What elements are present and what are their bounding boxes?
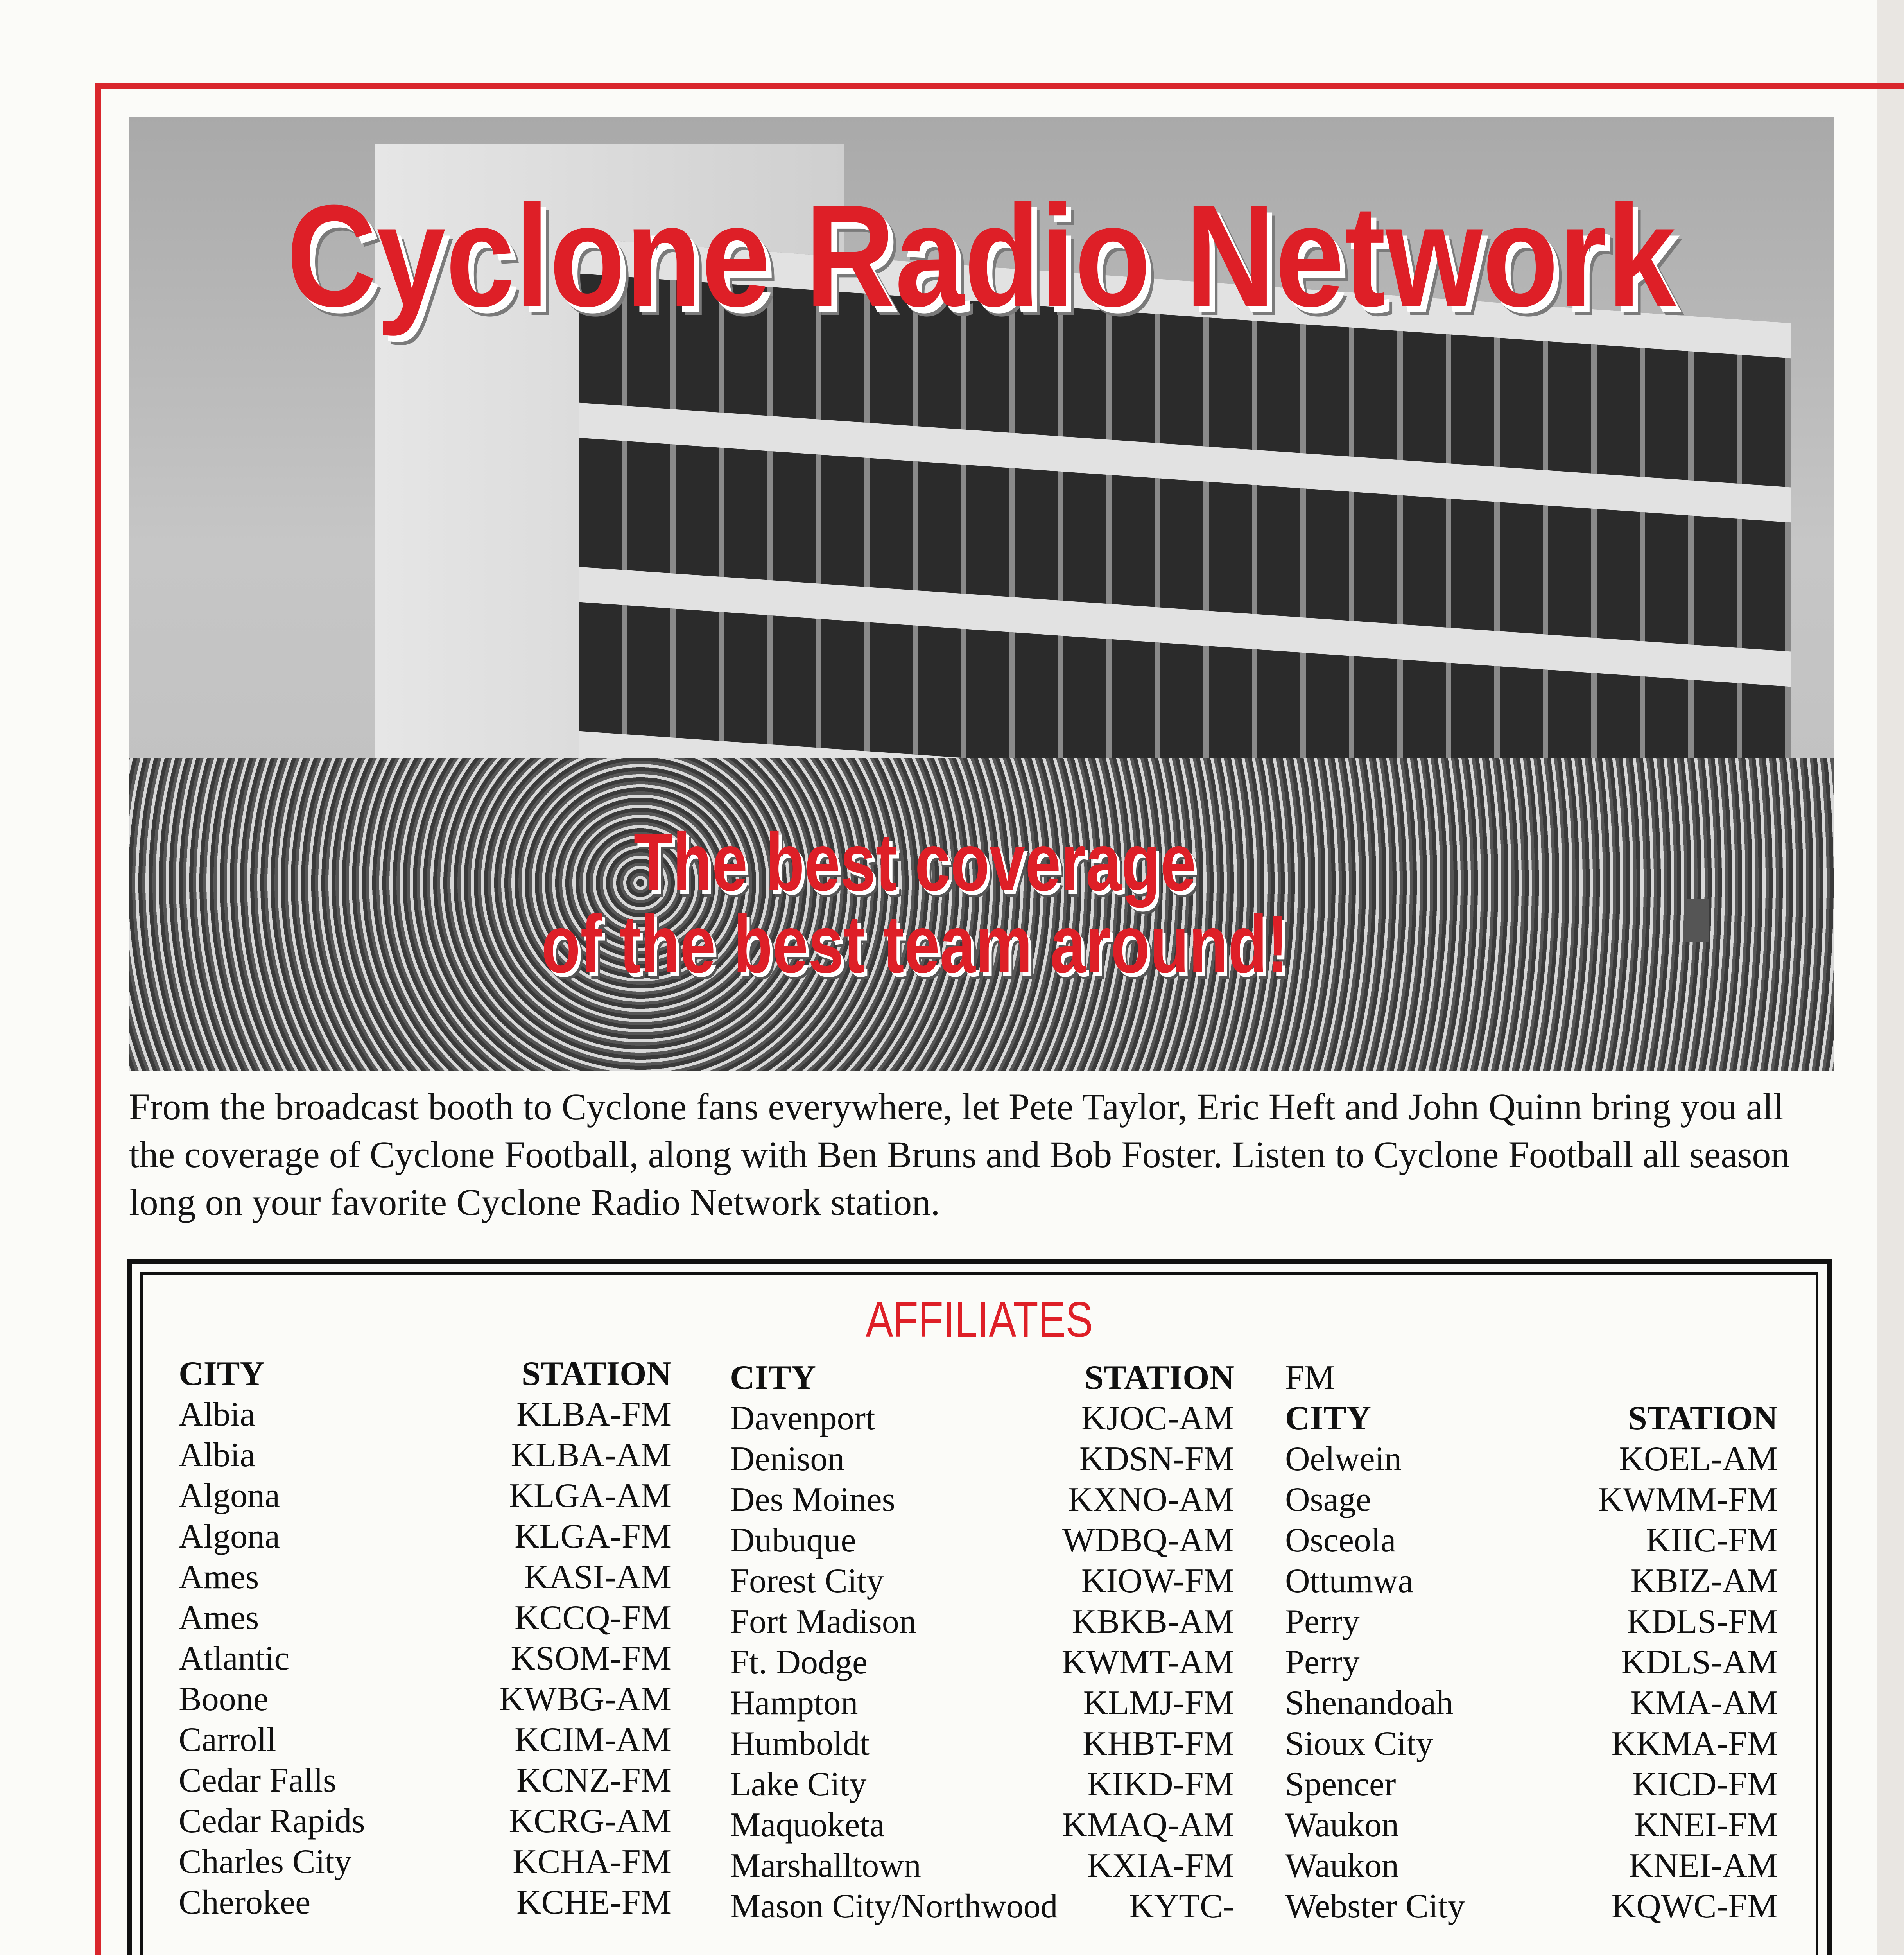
city-header: CITY (179, 1355, 265, 1393)
affiliate-row (730, 1398, 1234, 1439)
affiliate-station: KMAQ-AM (1062, 1806, 1234, 1844)
affiliate-station: KYTC- (1129, 1887, 1234, 1925)
affiliate-station: KDLS-FM (1626, 1603, 1778, 1641)
affiliate-station: KWMT-AM (1061, 1643, 1234, 1681)
affiliates-column-2 (730, 1358, 1234, 1927)
affiliate-row (179, 1801, 671, 1842)
affiliate-row (730, 1520, 1234, 1561)
affiliates-header-row (1285, 1398, 1778, 1439)
affiliate-row (179, 1842, 671, 1882)
page-title: Cyclone Radio Network (287, 175, 1676, 337)
affiliate-row (1285, 1724, 1778, 1764)
affiliate-station: KQWC-FM (1611, 1887, 1778, 1925)
affiliate-station: KLBA-FM (516, 1395, 671, 1433)
affiliates-box (127, 1259, 1832, 1955)
affiliate-city: Charles City (179, 1843, 352, 1881)
affiliate-station: KDSN-FM (1079, 1440, 1234, 1478)
affiliate-station: KCIM-AM (515, 1721, 671, 1759)
affiliate-row (1285, 1561, 1778, 1602)
affiliate-city: Hampton (730, 1684, 858, 1722)
affiliates-carryover (1285, 1358, 1778, 1398)
affiliate-station: KMA-AM (1630, 1684, 1778, 1722)
affiliate-city: Marshalltown (730, 1847, 921, 1885)
affiliate-city: Albia (179, 1395, 255, 1433)
affiliate-city: Boone (179, 1680, 269, 1718)
affiliate-station: KIKD-FM (1087, 1765, 1234, 1803)
affiliates-header-row (730, 1358, 1234, 1398)
affiliate-row (730, 1724, 1234, 1764)
tagline-line-2: of the best team around! (541, 898, 1289, 990)
affiliate-city: Humboldt (730, 1725, 870, 1763)
affiliate-city: Forest City (730, 1562, 884, 1600)
affiliate-row (730, 1846, 1234, 1886)
affiliate-row (730, 1642, 1234, 1683)
affiliate-station: KCCQ-FM (515, 1599, 671, 1637)
affiliate-city: Mason City/Northwood (730, 1887, 1058, 1925)
affiliate-station: KXNO-AM (1068, 1481, 1234, 1519)
affiliate-city: Cherokee (179, 1883, 311, 1921)
affiliate-city: Cedar Rapids (179, 1802, 365, 1840)
affiliate-row (179, 1720, 671, 1760)
affiliate-city: Osage (1285, 1481, 1371, 1519)
affiliate-city: Perry (1285, 1643, 1360, 1681)
affiliate-row (179, 1638, 671, 1679)
intro-paragraph: From the broadcast booth to Cyclone fans everywhere, let Pete Taylor, Eric Heft and John Quinn bring you all the coverage of Cyclone Football, along with Ben Bruns and Bob Foster. Listen to Cyclone Football all season long on your favorite Cyclone Radio Network station. (129, 1086, 1790, 1223)
tagline (518, 816, 1311, 990)
affiliate-city: Lake City (730, 1765, 867, 1803)
carryover-text: FM (1285, 1359, 1335, 1397)
station-header: STATION (1628, 1399, 1778, 1437)
affiliate-station: KCRG-AM (509, 1802, 671, 1840)
affiliate-station: KKMA-FM (1611, 1725, 1778, 1763)
photo-flag (1685, 899, 1709, 942)
affiliate-city: Atlantic (179, 1639, 290, 1677)
affiliate-row (1285, 1886, 1778, 1927)
affiliate-station: KJOC-AM (1081, 1399, 1234, 1437)
affiliate-city: Albia (179, 1436, 255, 1474)
affiliate-station: KNEI-FM (1634, 1806, 1778, 1844)
affiliate-station: KWBG-AM (499, 1680, 671, 1718)
affiliate-city: Ft. Dodge (730, 1643, 868, 1681)
affiliate-row (1285, 1642, 1778, 1683)
affiliate-city: Osceola (1285, 1521, 1396, 1559)
city-header: CITY (1285, 1399, 1372, 1437)
affiliates-header-row (179, 1354, 671, 1394)
page-edge (1877, 0, 1904, 1955)
affiliate-station: KASI-AM (524, 1558, 671, 1596)
affiliate-city: Davenport (730, 1399, 875, 1437)
affiliates-column-3 (1285, 1358, 1778, 1927)
affiliate-row (1285, 1439, 1778, 1480)
affiliate-station: KIIC-FM (1646, 1521, 1778, 1559)
affiliate-station: KNEI-AM (1628, 1847, 1778, 1885)
affiliate-row (1285, 1520, 1778, 1561)
affiliate-city: Waukon (1285, 1847, 1399, 1885)
affiliate-city: Waukon (1285, 1806, 1399, 1844)
affiliate-row (179, 1598, 671, 1638)
affiliate-row (179, 1516, 671, 1557)
affiliate-row (179, 1435, 671, 1476)
affiliate-row (1285, 1764, 1778, 1805)
affiliate-city: Ames (179, 1558, 259, 1596)
affiliate-row (730, 1561, 1234, 1602)
affiliate-city: Oelwein (1285, 1440, 1402, 1478)
affiliate-station: KLBA-AM (511, 1436, 671, 1474)
affiliate-station: KWMM-FM (1598, 1481, 1778, 1519)
frame-top-rule (95, 83, 1904, 89)
affiliate-station: WDBQ-AM (1062, 1521, 1234, 1559)
affiliate-row (1285, 1805, 1778, 1846)
affiliate-station: KCNZ-FM (516, 1761, 671, 1799)
affiliate-row (730, 1602, 1234, 1642)
affiliate-row (179, 1882, 671, 1923)
affiliate-station: KCHE-FM (516, 1883, 671, 1921)
affiliate-city: Des Moines (730, 1481, 895, 1519)
tagline-line-1: The best coverage (633, 816, 1196, 908)
affiliate-station: KLGA-FM (515, 1517, 671, 1555)
affiliate-row (179, 1679, 671, 1720)
affiliate-row (730, 1805, 1234, 1846)
affiliate-row (179, 1557, 671, 1598)
affiliate-station: KOEL-AM (1619, 1440, 1778, 1478)
affiliate-station: KXIA-FM (1087, 1847, 1234, 1885)
affiliate-city: Maquoketa (730, 1806, 885, 1844)
affiliate-city: Shenandoah (1285, 1684, 1454, 1722)
affiliate-row (730, 1439, 1234, 1480)
affiliate-city: Sioux City (1285, 1725, 1433, 1763)
affiliate-city: Cedar Falls (179, 1761, 337, 1799)
affiliate-row (730, 1683, 1234, 1724)
affiliate-row (179, 1760, 671, 1801)
affiliate-city: Carroll (179, 1721, 276, 1759)
affiliate-city: Algona (179, 1517, 280, 1555)
affiliate-row (730, 1764, 1234, 1805)
affiliate-station: KLMJ-FM (1083, 1684, 1234, 1722)
affiliate-city: Ottumwa (1285, 1562, 1413, 1600)
affiliate-row (1285, 1480, 1778, 1520)
affiliate-city: Ames (179, 1599, 259, 1637)
affiliate-station: KDLS-AM (1621, 1643, 1778, 1681)
affiliate-row (1285, 1846, 1778, 1886)
affiliate-city: Webster City (1285, 1887, 1465, 1925)
affiliate-city: Algona (179, 1477, 280, 1515)
station-header: STATION (1084, 1359, 1234, 1397)
city-header: CITY (730, 1359, 816, 1397)
frame-left-rule (95, 83, 101, 1955)
station-header: STATION (521, 1355, 671, 1393)
affiliate-station: KBIZ-AM (1630, 1562, 1778, 1600)
affiliate-station: KCHA-FM (513, 1843, 671, 1881)
affiliate-row (730, 1886, 1234, 1927)
affiliate-station: KHBT-FM (1083, 1725, 1234, 1763)
affiliate-city: Fort Madison (730, 1603, 916, 1641)
affiliate-station: KICD-FM (1632, 1765, 1778, 1803)
affiliates-title: AFFILIATES (866, 1292, 1093, 1348)
affiliate-city: Denison (730, 1440, 845, 1478)
affiliate-station: KIOW-FM (1081, 1562, 1234, 1600)
affiliate-station: KBKB-AM (1072, 1603, 1234, 1641)
affiliate-station: KSOM-FM (511, 1639, 671, 1677)
affiliate-row (1285, 1602, 1778, 1642)
affiliate-row (1285, 1683, 1778, 1724)
affiliate-city: Dubuque (730, 1521, 856, 1559)
affiliates-column-1 (179, 1354, 671, 1923)
affiliate-row (179, 1394, 671, 1435)
affiliate-row (179, 1476, 671, 1516)
affiliate-station: KLGA-AM (509, 1477, 671, 1515)
affiliate-city: Perry (1285, 1603, 1360, 1641)
affiliate-city: Spencer (1285, 1765, 1396, 1803)
affiliate-row (730, 1480, 1234, 1520)
